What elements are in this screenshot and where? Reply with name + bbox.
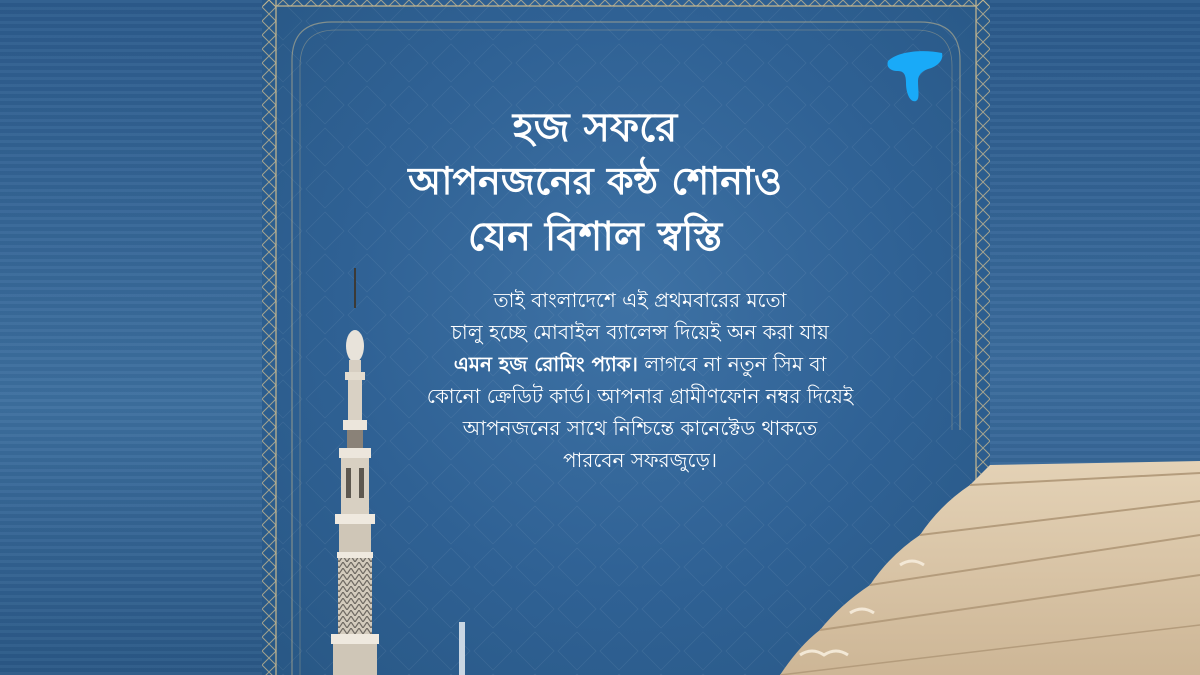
body-text (360, 284, 920, 476)
body-line-3 (360, 348, 920, 380)
body-line-3-bold: এমন হজ রোমিং প্যাক। (453, 352, 638, 376)
left-blur-panel (0, 0, 262, 675)
body-line-5: আপনজনের সাথে নিশ্চিন্তে কানেক্টেড থাকতে (462, 416, 818, 440)
headline-line-2: আপনজনের কন্ঠ শোনাও (408, 159, 782, 203)
umbrella-canopy-illustration (740, 455, 1200, 675)
body-line-1: তাই বাংলাদেশে এই প্রথমবারের মতো (493, 288, 787, 312)
distant-spire (459, 622, 465, 675)
body-line-4: কোনো ক্রেডিট কার্ড। আপনার গ্রামীণফোন নম্বর দিয়েই (426, 384, 854, 408)
minaret-illustration (315, 268, 395, 675)
body-line-3-rest: লাগবে না নতুন সিম বা (637, 352, 827, 376)
headline-line-1: হজ সফরে (512, 105, 678, 151)
telenor-logo-icon (884, 47, 948, 103)
body-line-2: চালু হচ্ছে মোবাইল ব্যালেন্স দিয়েই অন করা যায় (451, 320, 829, 344)
body-line-6: পারবেন সফরজুড়ে। (562, 448, 718, 472)
headline-line-3: যেন বিশাল স্বস্তি (467, 214, 723, 260)
